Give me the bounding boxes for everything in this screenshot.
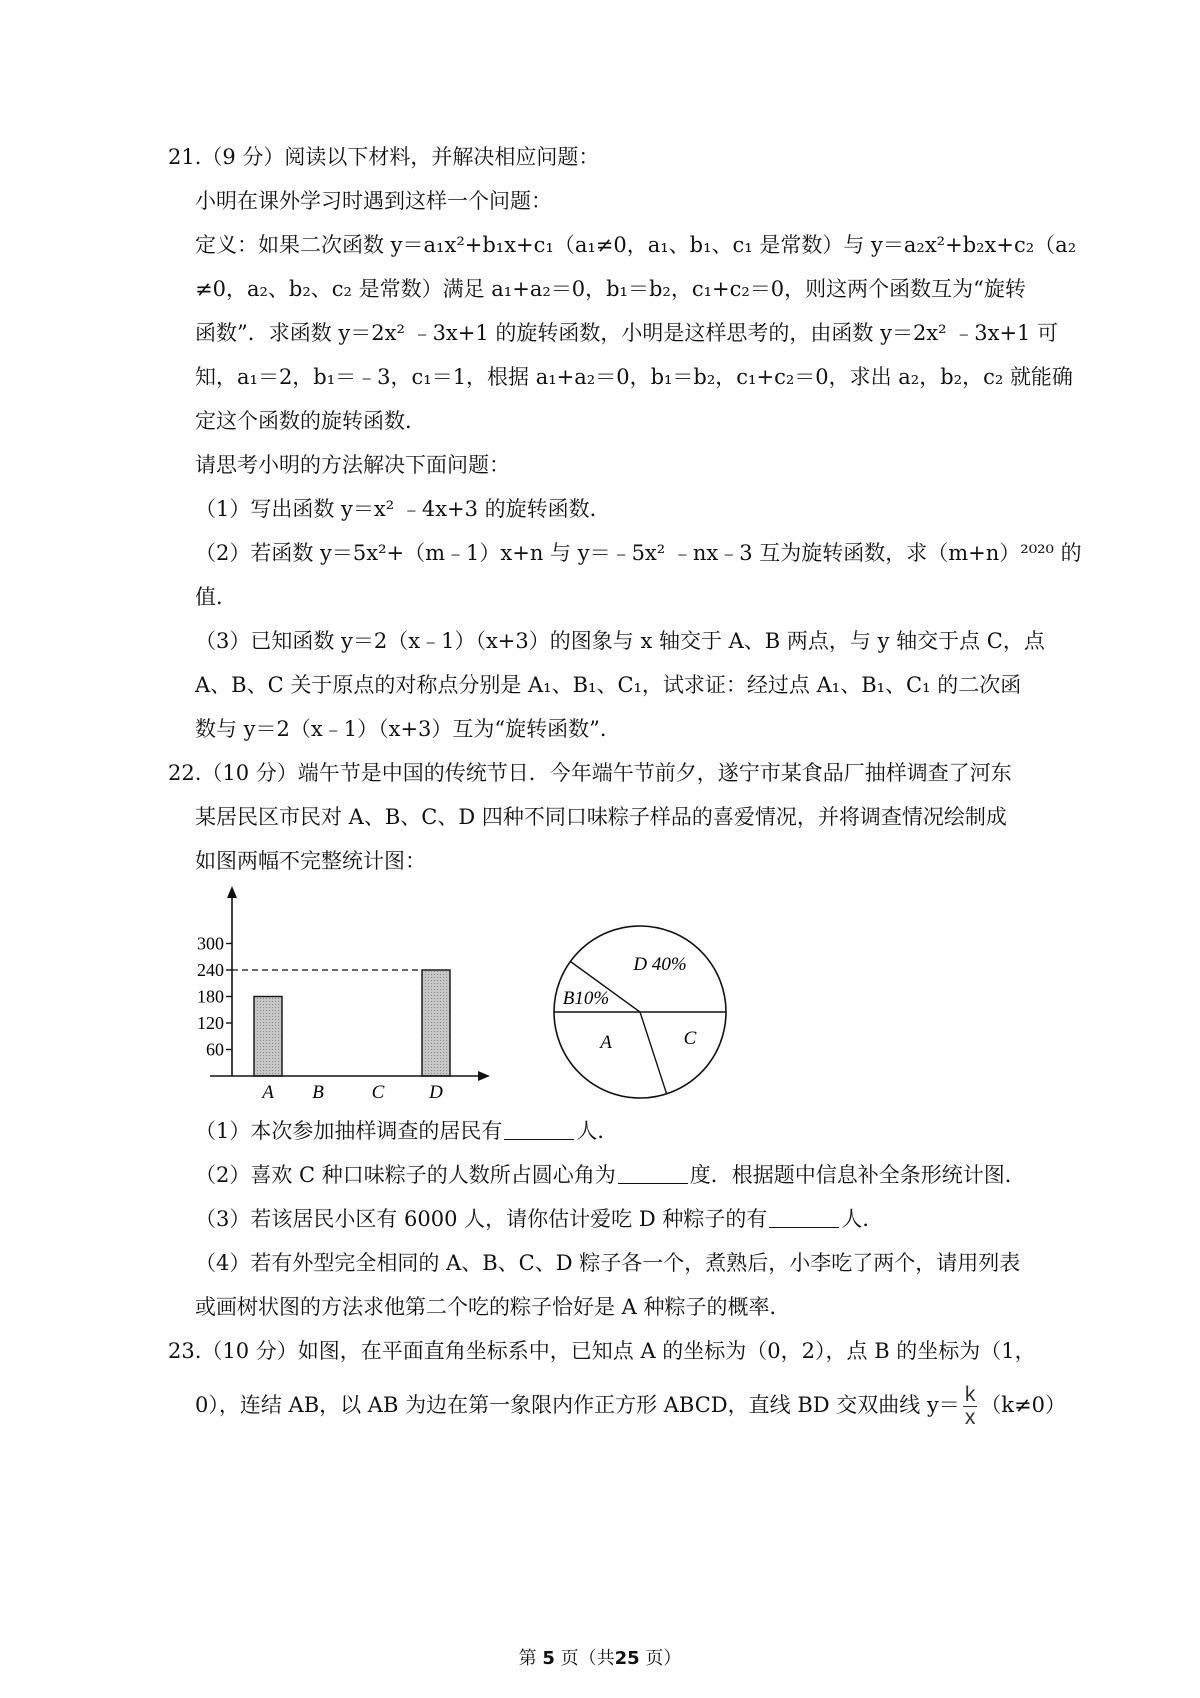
q22-part-2-text: （2）喜欢 C 种口味粽子的人数所占圆心角为 (195, 1163, 616, 1187)
footer-prefix: 第 (518, 1648, 537, 1669)
y-tick-label: 300 (197, 933, 224, 954)
q22-part-1 (195, 1116, 618, 1146)
q22-heading-line-1: 22.（10 分）端午节是中国的传统节日．今年端午节前夕，遂宁市某食品厂抽样调查了河东 (168, 761, 1012, 785)
bar-A (254, 996, 282, 1076)
q21-intro: 小明在课外学习时遇到这样一个问题： (195, 189, 552, 213)
answer-blank-3[interactable] (769, 1205, 839, 1228)
fraction-denominator: x (964, 1406, 976, 1429)
y-tick-label: 240 (197, 959, 224, 980)
answer-blank-2[interactable] (618, 1161, 688, 1184)
q22-heading-line-2: 某居民区市民对 A、B、C、D 四种不同口味粽子样品的喜爱情况，并将调查情况绘制成 (195, 805, 1007, 829)
y-axis-arrow (227, 886, 237, 898)
q22-part-1-text: （1）本次参加抽样调查的居民有 (195, 1119, 503, 1143)
q23-text: 0），连结 AB，以 AB 为边在第一象限内作正方形 ABCD，直线 BD 交双曲线 y＝ (195, 1393, 960, 1417)
q21-prompt: 请思考小明的方法解决下面问题： (195, 453, 510, 477)
fraction-numerator: k (964, 1383, 976, 1406)
q21-part-3-line-3: 数与 y＝2（x﹣1）（x+3）互为“旋转函数”． (195, 717, 621, 741)
q22-part-2 (195, 1160, 1026, 1190)
pie-label-C: C (683, 1028, 697, 1049)
q22-part-4-line-1: （4）若有外型完全相同的 A、B、C、D 粽子各一个，煮熟后，小李吃了两个，请用列表 (195, 1251, 1021, 1275)
page-number: 5 (542, 1648, 555, 1669)
q23-heading-line-1: 23.（10 分）如图，在平面直角坐标系中，已知点 A 的坐标为（0，2），点 B 的坐标为（1， (168, 1339, 1036, 1363)
x-tick-label-C: C (371, 1082, 385, 1103)
y-tick-label: 180 (197, 986, 224, 1007)
q21-definition-line-4: 知，a₁＝2，b₁＝﹣3，c₁＝1，根据 a₁+a₂＝0，b₁＝b₂，c₁+c₂＝0，求出 a₂，b₂，c₂ 就能确 (195, 365, 1073, 389)
q21-definition-line-1: 定义：如果二次函数 y＝a₁x²+b₁x+c₁（a₁≠0，a₁、b₁、c₁ 是常数）与 y＝a₂x²+b₂x+c₂（a₂ (195, 233, 1077, 257)
footer-middle: 页（共 (560, 1648, 615, 1669)
q22-heading-line-3: 如图两幅不完整统计图： (195, 849, 426, 873)
q21-part-2-line-1: （2）若函数 y＝5x²+（m﹣1）x+n 与 y＝﹣5x² ﹣nx﹣3 互为旋转函数，求（m+n）²⁰²⁰ 的 (195, 541, 1082, 565)
q22-part-2-tail: 度．根据题中信息补全条形统计图． (689, 1163, 1026, 1187)
pie-label-A: A (600, 1032, 612, 1053)
q21-part-3-line-2: A、B、C 关于原点的对称点分别是 A₁、B₁、C₁，试求证：经过点 A₁、B₁、C₁ 的二次函 (195, 673, 1022, 697)
pie-label-B: B10% (562, 988, 610, 1009)
y-tick-label: 120 (197, 1012, 224, 1033)
q21-definition-line-3: 函数”．求函数 y＝2x² ﹣3x+1 的旋转函数，小明是这样思考的，由函数 y＝2x² ﹣3x+1 可 (195, 321, 1059, 345)
pie-label-D: D 40% (633, 954, 687, 975)
bar-chart (190, 880, 510, 1110)
q22-part-3-unit: 人． (841, 1207, 884, 1231)
x-tick-label-A: A (262, 1082, 274, 1103)
page-footer (0, 1644, 1200, 1670)
q23-condition: （k≠0） (980, 1393, 1066, 1417)
q22-part-3 (195, 1204, 883, 1234)
pie-chart (540, 920, 740, 1100)
q21-part-2-line-2: 值． (195, 585, 237, 609)
page-total: 25 (614, 1648, 640, 1669)
pie-divider (640, 1012, 667, 1094)
footer-suffix: 页） (645, 1648, 682, 1669)
q22-part-1-unit: 人． (576, 1119, 619, 1143)
q21-definition-line-2: ≠0，a₂、b₂、c₂ 是常数）满足 a₁+a₂＝0，b₁＝b₂，c₁+c₂＝0，则这两个函数互为“旋转 (195, 277, 1026, 301)
q22-part-4-line-2: 或画树状图的方法求他第二个吃的粽子恰好是 A 种粽子的概率． (195, 1295, 791, 1319)
q21-part-3-line-1: （3）已知函数 y＝2（x﹣1）（x+3）的图象与 x 轴交于 A、B 两点，与 y 轴交于点 C，点 (195, 629, 1045, 653)
bar-D (422, 970, 450, 1076)
q21-heading: 21.（9 分）阅读以下材料，并解决相应问题： (168, 145, 600, 169)
x-axis-arrow (478, 1071, 490, 1081)
fraction-k-over-x (963, 1384, 978, 1429)
answer-blank-1[interactable] (504, 1117, 574, 1140)
y-tick-label: 60 (206, 1039, 224, 1060)
q21-part-1: （1）写出函数 y＝x² ﹣4x+3 的旋转函数． (195, 497, 611, 521)
q23-heading-line-2 (195, 1384, 1066, 1429)
x-tick-label-B: B (312, 1082, 324, 1103)
q22-part-3-text: （3）若该居民小区有 6000 人，请你估计爱吃 D 种粽子的有 (195, 1207, 768, 1231)
q21-definition-line-5: 定这个函数的旋转函数． (195, 409, 426, 433)
x-tick-label-D: D (429, 1082, 443, 1103)
